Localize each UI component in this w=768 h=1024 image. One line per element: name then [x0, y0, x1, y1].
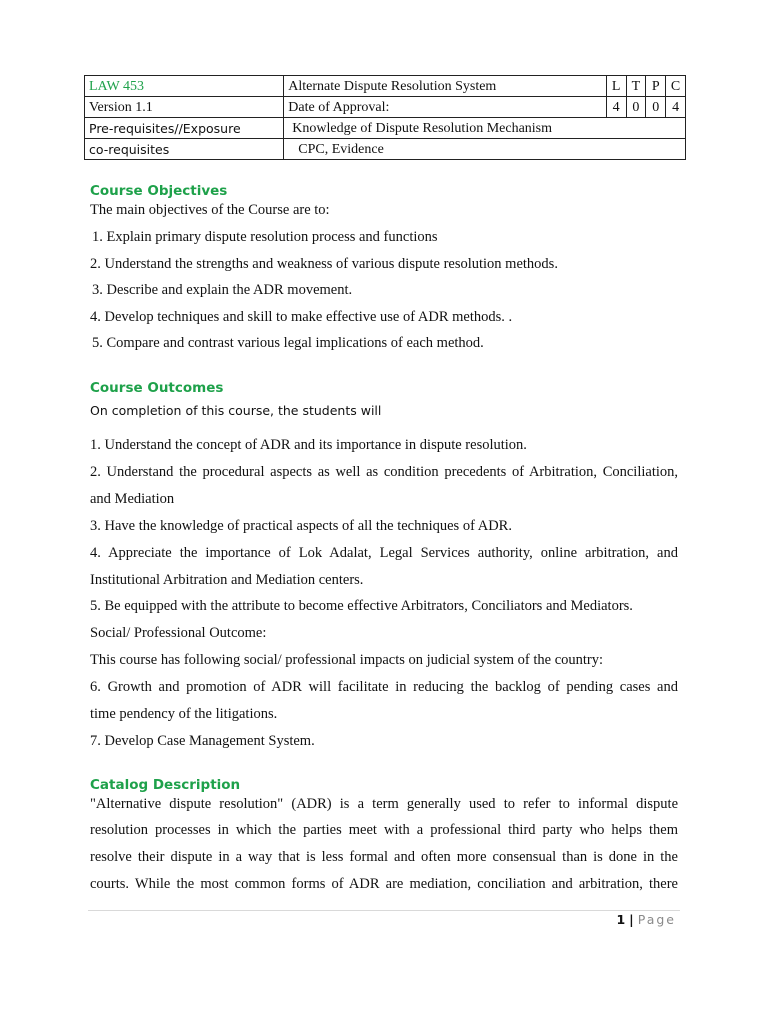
- ltpc-label-t: T: [626, 76, 646, 97]
- table-row: [85, 139, 686, 160]
- outcome-line: time pendency of the litigations.: [90, 706, 278, 722]
- catalog-line: resolve their dispute in a way that is less formal and often more consensual than is done in the: [90, 849, 678, 865]
- outcome-line: 4. Appreciate the importance of Lok Adalat, Legal Services authority, online arbitration, and: [90, 545, 678, 561]
- outcome-line: and Mediation: [90, 491, 175, 507]
- catalog-line: courts. While the most common forms of ADR are mediation, conciliation and arbitration, there: [90, 876, 678, 892]
- outcome-line: 7. Develop Case Management System.: [90, 733, 315, 749]
- outcomes-heading: Course Outcomes: [90, 380, 224, 396]
- page-word: Page: [637, 912, 676, 927]
- catalog-heading: Catalog Description: [90, 777, 241, 793]
- ltpc-value-p: 0: [646, 97, 666, 118]
- objectives-heading: Course Objectives: [90, 183, 228, 199]
- prereq-label: Pre-requisites//Exposure: [85, 118, 284, 139]
- date-approval-cell: Date of Approval:: [284, 97, 606, 118]
- objectives-intro: The main objectives of the Course are to:: [90, 202, 330, 218]
- page-footer: [616, 912, 676, 927]
- course-title: Alternate Dispute Resolution System: [284, 76, 606, 97]
- outcome-line: 1. Understand the concept of ADR and its importance in dispute resolution.: [90, 437, 527, 453]
- ltpc-label-p: P: [646, 76, 666, 97]
- objective-item: 3. Describe and explain the ADR movement.: [92, 282, 353, 298]
- outcome-line: This course has following social/ professional impacts on judicial system of the country:: [90, 652, 604, 668]
- objective-item: 1. Explain primary dispute resolution process and functions: [92, 229, 438, 245]
- page-separator: |: [629, 912, 634, 927]
- ltpc-value-c: 4: [666, 97, 686, 118]
- outcome-line: 3. Have the knowledge of practical aspects of all the techniques of ADR.: [90, 518, 512, 534]
- page-number: 1: [616, 912, 626, 927]
- course-code: LAW 453: [85, 76, 284, 97]
- ltpc-label-c: C: [666, 76, 686, 97]
- coreq-value: CPC, Evidence: [284, 139, 686, 160]
- prereq-value: Knowledge of Dispute Resolution Mechanism: [284, 118, 686, 139]
- outcome-line: Institutional Arbitration and Mediation centers.: [90, 572, 364, 588]
- coreq-label: co-requisites: [85, 139, 284, 160]
- table-row: [85, 118, 686, 139]
- objective-item: 2. Understand the strengths and weakness of various dispute resolution methods.: [90, 256, 558, 272]
- ltpc-label-l: L: [606, 76, 626, 97]
- outcome-line: Social/ Professional Outcome:: [90, 625, 267, 641]
- outcome-line: 5. Be equipped with the attribute to become effective Arbitrators, Conciliators and Mediators.: [90, 598, 633, 614]
- catalog-line: "Alternative dispute resolution" (ADR) is a term generally used to refer to informal dispute: [90, 796, 678, 812]
- footer-divider: [88, 910, 680, 911]
- ltpc-value-t: 0: [626, 97, 646, 118]
- table-row: [85, 76, 686, 97]
- version-cell: Version 1.1: [85, 97, 284, 118]
- course-header-table: [84, 75, 686, 160]
- objective-item: 4. Develop techniques and skill to make effective use of ADR methods. .: [90, 309, 513, 325]
- outcome-line: 2. Understand the procedural aspects as well as condition precedents of Arbitration, Conciliation,: [90, 464, 678, 480]
- objective-item: 5. Compare and contrast various legal implications of each method.: [92, 335, 484, 351]
- ltpc-value-l: 4: [606, 97, 626, 118]
- catalog-line: resolution processes in which the parties meet with a professional third party who helps them: [90, 822, 678, 838]
- outcomes-subheading: On completion of this course, the students will: [90, 403, 382, 418]
- table-row: [85, 97, 686, 118]
- outcome-line: 6. Growth and promotion of ADR will facilitate in reducing the backlog of pending cases and: [90, 679, 678, 695]
